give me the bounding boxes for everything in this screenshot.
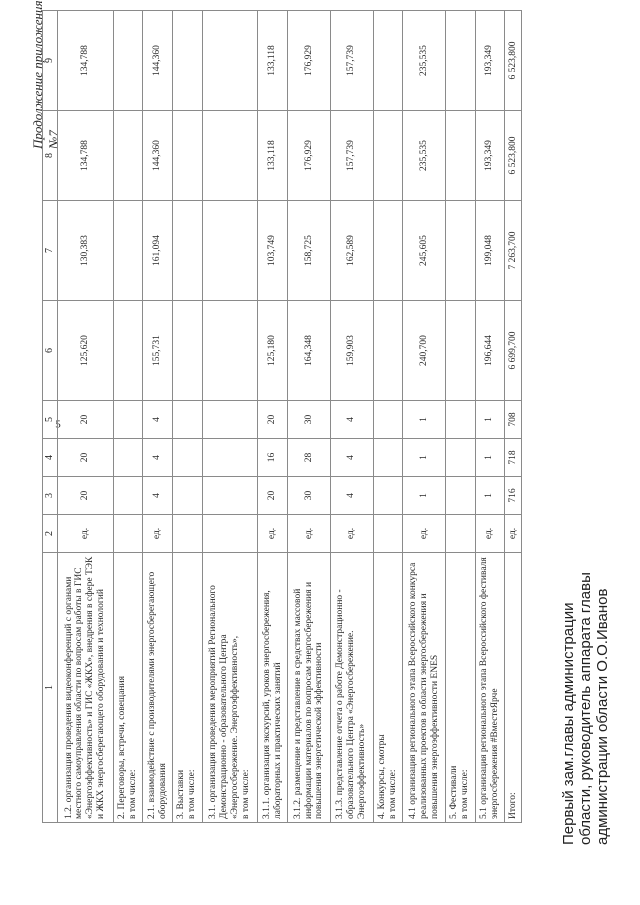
row-c9-cell: 157,739 xyxy=(330,11,373,111)
page-number: 5 xyxy=(55,418,61,431)
row-unit-cell: ед. xyxy=(258,515,288,553)
column-number-cell: 2 xyxy=(43,515,58,553)
row-unit-cell xyxy=(373,515,403,553)
total-c4-cell: 718 xyxy=(505,439,522,477)
row-c6-cell xyxy=(173,301,203,401)
row-c4-cell: 4 xyxy=(330,439,373,477)
row-name-cell xyxy=(403,553,446,823)
row-c9-cell: 193,349 xyxy=(475,11,505,111)
row-c3-cell: 4 xyxy=(143,477,173,515)
row-c5-cell: 1 xyxy=(403,401,446,439)
table-row xyxy=(202,11,258,823)
row-c4-cell: 4 xyxy=(143,439,173,477)
row-c7-cell xyxy=(373,201,403,301)
row-name: 5. Фестивали xyxy=(449,765,460,819)
row-c8-cell: 144,360 xyxy=(143,111,173,201)
row-c7-cell xyxy=(202,201,258,301)
row-c5-cell: 30 xyxy=(288,401,331,439)
row-c7-cell: 161,094 xyxy=(143,201,173,301)
row-name: 3.1.3. представление отчета о работе Демонстрационно - образовательного Центра «Энергосбережение. Энергоэффективность» xyxy=(335,589,368,819)
table-row xyxy=(143,11,173,823)
row-c3-cell: 20 xyxy=(58,477,114,515)
row-c9-cell: 134,788 xyxy=(58,11,114,111)
row-c5-cell xyxy=(202,401,258,439)
row-unit-cell xyxy=(173,515,203,553)
column-number-cell: 5 xyxy=(43,401,58,439)
row-name-cell xyxy=(173,553,203,823)
appendix-note: Продолжение приложения №7 xyxy=(30,0,61,149)
row-name-cell xyxy=(202,553,258,823)
table-row xyxy=(475,11,505,823)
row-c5-cell xyxy=(113,401,143,439)
row-c9-cell: 144,360 xyxy=(143,11,173,111)
table-row xyxy=(113,11,143,823)
row-c7-cell xyxy=(113,201,143,301)
row-c7-cell: 130,383 xyxy=(58,201,114,301)
row-c8-cell xyxy=(202,111,258,201)
row-subtitle: в том числе: xyxy=(128,769,139,819)
column-number-cell: 3 xyxy=(43,477,58,515)
row-c3-cell: 20 xyxy=(258,477,288,515)
row-c7-cell: 245,605 xyxy=(403,201,446,301)
row-name: 2. Переговоры, встречи, совещания xyxy=(117,676,128,819)
row-unit-cell xyxy=(445,515,475,553)
total-name-cell: Итого: xyxy=(505,553,522,823)
column-number-cell: 9 xyxy=(43,11,58,111)
table-row xyxy=(58,11,114,823)
row-name-cell xyxy=(258,553,288,823)
row-c3-cell xyxy=(373,477,403,515)
row-c3-cell xyxy=(445,477,475,515)
row-name: 2.1. взаимодействие с производителями энергосберегающего оборудования xyxy=(146,571,168,819)
table-row xyxy=(173,11,203,823)
row-name: 4.1 организация регионального этапа Всероссийского конкурса реализованных проектов в области энергосбережения и повышения энергоэффективности ENES xyxy=(407,562,440,819)
row-c8-cell: 193,349 xyxy=(475,111,505,201)
total-c9-cell: 6 523,800 xyxy=(505,11,522,111)
row-unit-cell xyxy=(113,515,143,553)
row-name-cell xyxy=(58,553,114,823)
row-c6-cell: 125,180 xyxy=(258,301,288,401)
row-c7-cell: 158,725 xyxy=(288,201,331,301)
row-name-cell xyxy=(113,553,143,823)
row-c9-cell xyxy=(373,11,403,111)
row-name-cell xyxy=(475,553,505,823)
row-c5-cell xyxy=(373,401,403,439)
row-c4-cell: 16 xyxy=(258,439,288,477)
row-name: 3.1.2. размещение и представление в средствах массовой информации материалов по вопросам энергосбережения и повышения энергетической эффективности xyxy=(292,581,325,819)
row-name: 5.1 организация регионального этапа Всероссийского фестиваля энергосбережения #ВместеЯрче xyxy=(478,557,500,819)
row-c6-cell: 240,700 xyxy=(403,301,446,401)
row-c7-cell: 162,589 xyxy=(330,201,373,301)
row-name-cell xyxy=(373,553,403,823)
signature-block xyxy=(560,572,611,845)
row-c8-cell: 157,739 xyxy=(330,111,373,201)
column-number-cell: 1 xyxy=(43,553,58,823)
row-name: 1.2. организация проведения видеоконференций с органами местного самоуправления области по вопросам работы в ГИС «Энергоэффективность» и ГИС «ЖКХ», внедрения в сфере ТЭК и ЖКХ энергосберегающего оборудования и технологий xyxy=(63,556,107,819)
row-c6-cell: 196,644 xyxy=(475,301,505,401)
row-c6-cell: 155,731 xyxy=(143,301,173,401)
row-unit-cell: ед. xyxy=(288,515,331,553)
row-subtitle: в том числе: xyxy=(241,769,252,819)
row-c6-cell xyxy=(202,301,258,401)
row-subtitle: в том числе: xyxy=(460,769,471,819)
row-c8-cell: 133,118 xyxy=(258,111,288,201)
signature-line-3: администрации области О.О.Иванов xyxy=(594,588,611,845)
table-row xyxy=(403,11,446,823)
column-number-row xyxy=(43,11,58,823)
row-c9-cell xyxy=(173,11,203,111)
row-c9-cell: 235,535 xyxy=(403,11,446,111)
table-row xyxy=(373,11,403,823)
row-c4-cell xyxy=(173,439,203,477)
row-c8-cell: 176,929 xyxy=(288,111,331,201)
row-unit-cell: ед. xyxy=(475,515,505,553)
signature-line-1: Первый зам.главы администрации xyxy=(560,602,577,845)
row-subtitle: в том числе: xyxy=(187,769,198,819)
row-unit-cell: ед. xyxy=(143,515,173,553)
column-number-cell: 7 xyxy=(43,201,58,301)
row-unit-cell: ед. xyxy=(330,515,373,553)
row-c4-cell: 1 xyxy=(475,439,505,477)
row-c6-cell xyxy=(445,301,475,401)
row-c7-cell xyxy=(173,201,203,301)
row-c9-cell: 176,929 xyxy=(288,11,331,111)
table-row xyxy=(445,11,475,823)
row-c5-cell: 4 xyxy=(330,401,373,439)
row-c3-cell xyxy=(202,477,258,515)
total-c8-cell: 6 523,800 xyxy=(505,111,522,201)
row-c5-cell xyxy=(445,401,475,439)
row-name-cell xyxy=(445,553,475,823)
table-row xyxy=(258,11,288,823)
row-unit-cell xyxy=(202,515,258,553)
row-c6-cell: 125,620 xyxy=(58,301,114,401)
table-row xyxy=(330,11,373,823)
row-c7-cell: 103,749 xyxy=(258,201,288,301)
total-row xyxy=(505,11,522,823)
row-c4-cell: 20 xyxy=(58,439,114,477)
column-number-cell: 4 xyxy=(43,439,58,477)
row-c5-cell: 20 xyxy=(258,401,288,439)
row-name-cell xyxy=(288,553,331,823)
row-c5-cell: 1 xyxy=(475,401,505,439)
row-unit-cell: ед. xyxy=(58,515,114,553)
row-c5-cell: 4 xyxy=(143,401,173,439)
row-name: 3.1. организация проведения мероприятий Регионального Демонстрационно - образовательного Центра «Энергосбережение. Энергоэффективность», xyxy=(208,585,241,819)
row-c6-cell xyxy=(113,301,143,401)
row-c6-cell: 159,903 xyxy=(330,301,373,401)
column-number-cell: 6 xyxy=(43,301,58,401)
row-c8-cell xyxy=(445,111,475,201)
row-c4-cell xyxy=(445,439,475,477)
row-c3-cell xyxy=(113,477,143,515)
row-c3-cell: 4 xyxy=(330,477,373,515)
row-name: 3. Выставки xyxy=(176,769,187,819)
column-number-cell: 8 xyxy=(43,111,58,201)
signature-line-2: области, руководитель аппарата главы xyxy=(577,572,594,845)
row-c5-cell xyxy=(173,401,203,439)
row-c8-cell xyxy=(173,111,203,201)
row-c6-cell xyxy=(373,301,403,401)
row-c3-cell: 1 xyxy=(403,477,446,515)
row-name: 3.1.1. организация экскурсий, уроков энергосбережения, лабораторных и практических занятий xyxy=(261,590,283,819)
activity-table xyxy=(42,10,522,823)
row-c4-cell xyxy=(373,439,403,477)
row-c9-cell xyxy=(202,11,258,111)
row-c3-cell xyxy=(173,477,203,515)
row-c4-cell xyxy=(202,439,258,477)
row-c8-cell: 235,535 xyxy=(403,111,446,201)
row-name: 4. Конкурсы, смотры xyxy=(376,734,387,819)
total-c3-cell: 716 xyxy=(505,477,522,515)
row-c9-cell xyxy=(445,11,475,111)
row-c7-cell: 199,048 xyxy=(475,201,505,301)
row-c8-cell xyxy=(373,111,403,201)
row-c4-cell xyxy=(113,439,143,477)
row-c7-cell xyxy=(445,201,475,301)
row-unit-cell: ед. xyxy=(403,515,446,553)
total-c6-cell: 6 699,700 xyxy=(505,301,522,401)
total-c5-cell: 708 xyxy=(505,401,522,439)
row-c3-cell: 1 xyxy=(475,477,505,515)
row-c6-cell: 164,348 xyxy=(288,301,331,401)
row-c8-cell xyxy=(113,111,143,201)
total-c7-cell: 7 263,700 xyxy=(505,201,522,301)
row-subtitle: в том числе: xyxy=(387,769,398,819)
row-name-cell xyxy=(330,553,373,823)
row-c4-cell: 28 xyxy=(288,439,331,477)
row-name-cell xyxy=(143,553,173,823)
row-c8-cell: 134,788 xyxy=(58,111,114,201)
total-unit-cell: ед. xyxy=(505,515,522,553)
row-c9-cell: 133,118 xyxy=(258,11,288,111)
row-c9-cell xyxy=(113,11,143,111)
row-c3-cell: 30 xyxy=(288,477,331,515)
row-c5-cell: 20 xyxy=(58,401,114,439)
row-c4-cell: 1 xyxy=(403,439,446,477)
table-row xyxy=(288,11,331,823)
